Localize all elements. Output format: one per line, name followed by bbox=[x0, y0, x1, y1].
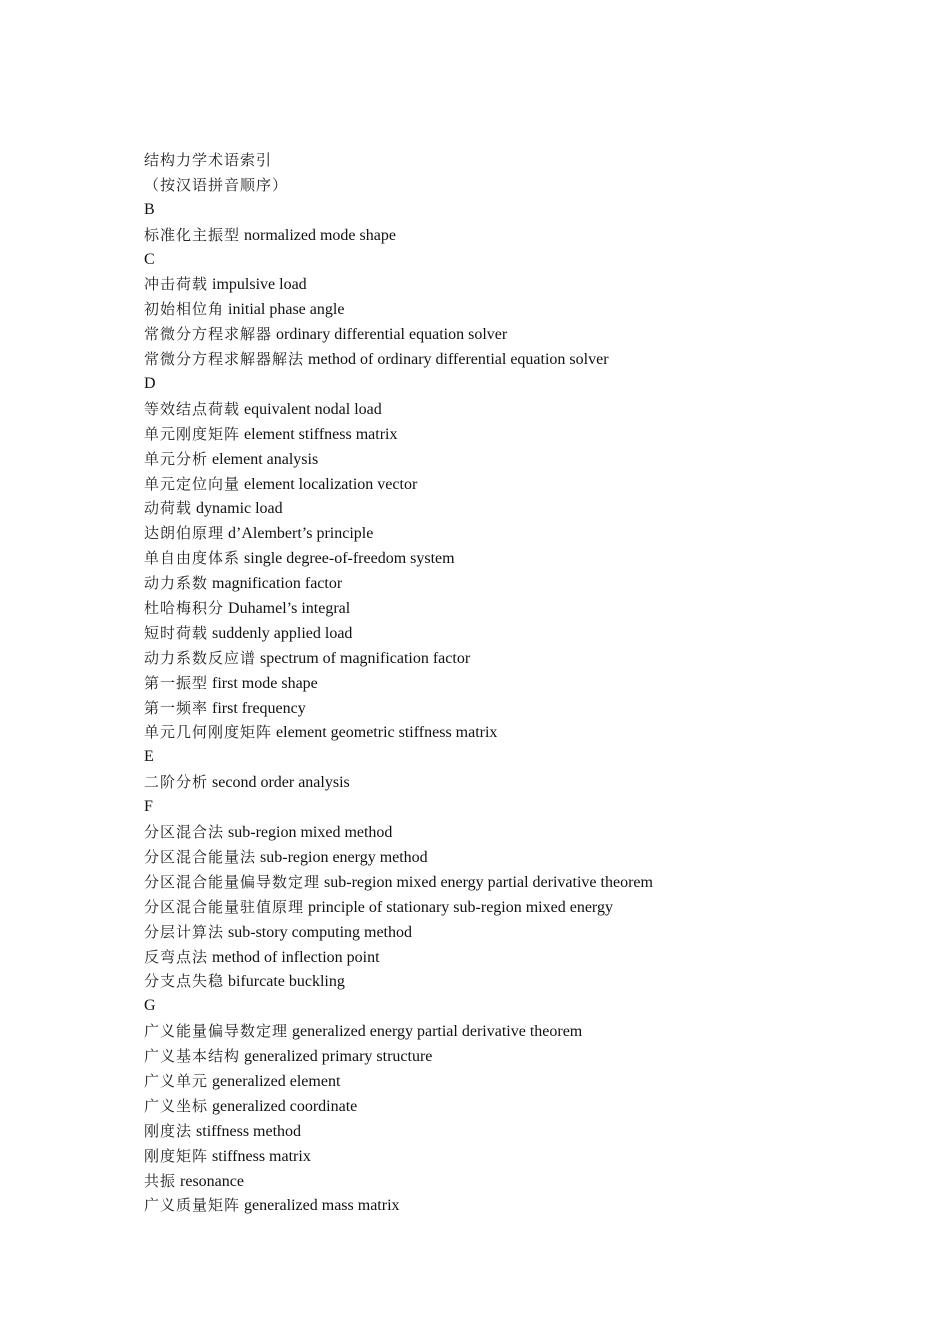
term-english: Duhamel’s integral bbox=[228, 600, 351, 618]
term-chinese: 刚度矩阵 bbox=[144, 1146, 209, 1165]
term-english: sub-region mixed energy partial derivative theorem bbox=[324, 873, 653, 891]
term-english: second order analysis bbox=[212, 774, 350, 792]
term-chinese: 动力系数反应谱 bbox=[144, 648, 257, 667]
glossary-entry bbox=[144, 1119, 653, 1144]
term-english: normalized mode shape bbox=[244, 226, 396, 244]
document-subtitle: （按汉语拼音顺序） bbox=[144, 175, 289, 194]
glossary-sections bbox=[144, 198, 653, 1219]
term-chinese: 标准化主振型 bbox=[144, 225, 241, 244]
term-chinese: 分区混合能量驻值原理 bbox=[144, 897, 305, 916]
glossary-entry bbox=[144, 1193, 653, 1218]
glossary-entry bbox=[144, 546, 653, 571]
term-english: principle of stationary sub-region mixed energy bbox=[308, 898, 613, 916]
term-english: ordinary differential equation solver bbox=[276, 326, 508, 344]
glossary-entry bbox=[144, 422, 653, 447]
term-chinese: 第一频率 bbox=[144, 698, 209, 717]
glossary-entry bbox=[144, 272, 653, 297]
glossary-entry bbox=[144, 945, 653, 970]
term-english: bifurcate buckling bbox=[228, 973, 345, 991]
term-chinese: 单元几何刚度矩阵 bbox=[144, 723, 273, 742]
section-letter: D bbox=[144, 375, 156, 393]
term-chinese: 杜哈梅积分 bbox=[144, 599, 225, 618]
glossary-entry bbox=[144, 1019, 653, 1044]
document-title: 结构力学术语索引 bbox=[144, 151, 273, 169]
glossary-entry bbox=[144, 347, 653, 372]
term-chinese: 二阶分析 bbox=[144, 773, 209, 792]
term-english: element localization vector bbox=[244, 475, 418, 493]
term-chinese: 冲击荷载 bbox=[144, 275, 209, 294]
term-chinese: 广义单元 bbox=[144, 1071, 209, 1090]
term-chinese: 分区混合法 bbox=[144, 823, 225, 842]
glossary-entry bbox=[144, 920, 653, 945]
glossary-entry bbox=[144, 1069, 653, 1094]
glossary-document bbox=[144, 148, 653, 1218]
term-english: generalized mass matrix bbox=[244, 1197, 400, 1215]
glossary-entry bbox=[144, 496, 653, 521]
term-english: suddenly applied load bbox=[212, 624, 353, 642]
term-chinese: 单自由度体系 bbox=[144, 549, 241, 568]
term-english: first mode shape bbox=[212, 674, 318, 692]
term-chinese: 常微分方程求解器 bbox=[144, 325, 273, 344]
term-chinese: 反弯点法 bbox=[144, 947, 209, 966]
term-english: element geometric stiffness matrix bbox=[276, 724, 498, 742]
term-chinese: 单元定位向量 bbox=[144, 474, 241, 493]
glossary-entry bbox=[144, 322, 653, 347]
glossary-entry bbox=[144, 820, 653, 845]
glossary-entry bbox=[144, 621, 653, 646]
glossary-entry bbox=[144, 845, 653, 870]
section-letter: B bbox=[144, 200, 155, 218]
term-english: spectrum of magnification factor bbox=[260, 649, 471, 667]
term-chinese: 分支点失稳 bbox=[144, 972, 225, 991]
term-english: sub-story computing method bbox=[228, 923, 412, 941]
term-english: impulsive load bbox=[212, 276, 307, 294]
term-chinese: 广义质量矩阵 bbox=[144, 1196, 241, 1215]
term-english: dynamic load bbox=[196, 500, 283, 518]
term-english: stiffness method bbox=[196, 1122, 302, 1140]
term-chinese: 常微分方程求解器解法 bbox=[144, 350, 305, 369]
glossary-entry bbox=[144, 870, 653, 895]
term-english: element analysis bbox=[212, 450, 319, 468]
glossary-entry bbox=[144, 969, 653, 994]
term-chinese: 单元分析 bbox=[144, 449, 209, 468]
term-english: generalized primary structure bbox=[244, 1048, 433, 1066]
term-chinese: 广义能量偏导数定理 bbox=[144, 1022, 289, 1041]
glossary-entry bbox=[144, 223, 653, 248]
term-chinese: 分区混合能量偏导数定理 bbox=[144, 872, 321, 891]
term-english: method of ordinary differential equation solver bbox=[308, 351, 609, 369]
term-chinese: 动力系数 bbox=[144, 574, 209, 593]
term-english: sub-region mixed method bbox=[228, 824, 393, 842]
glossary-entry bbox=[144, 646, 653, 671]
glossary-entry bbox=[144, 571, 653, 596]
term-english: method of inflection point bbox=[212, 948, 380, 966]
term-english: magnification factor bbox=[212, 575, 343, 593]
term-chinese: 短时荷载 bbox=[144, 623, 209, 642]
term-chinese: 单元刚度矩阵 bbox=[144, 424, 241, 443]
term-english: initial phase angle bbox=[228, 301, 345, 319]
term-chinese: 达朗伯原理 bbox=[144, 524, 225, 543]
section-letter: G bbox=[144, 997, 156, 1015]
term-chinese: 刚度法 bbox=[144, 1121, 193, 1140]
term-chinese: 等效结点荷载 bbox=[144, 399, 241, 418]
glossary-entry bbox=[144, 770, 653, 795]
term-chinese: 分层计算法 bbox=[144, 922, 225, 941]
section-letter: E bbox=[144, 748, 154, 766]
glossary-entry bbox=[144, 472, 653, 497]
glossary-entry bbox=[144, 1169, 653, 1194]
glossary-entry bbox=[144, 1044, 653, 1069]
term-chinese: 第一振型 bbox=[144, 673, 209, 692]
section-letter: C bbox=[144, 250, 155, 268]
term-english: first frequency bbox=[212, 699, 306, 717]
glossary-entry bbox=[144, 397, 653, 422]
glossary-entry bbox=[144, 297, 653, 322]
term-chinese: 广义坐标 bbox=[144, 1096, 209, 1115]
glossary-entry bbox=[144, 671, 653, 696]
term-english: sub-region energy method bbox=[260, 848, 428, 866]
term-chinese: 初始相位角 bbox=[144, 300, 225, 319]
glossary-entry bbox=[144, 1144, 653, 1169]
glossary-entry bbox=[144, 596, 653, 621]
term-english: element stiffness matrix bbox=[244, 425, 398, 443]
term-chinese: 分区混合能量法 bbox=[144, 847, 257, 866]
glossary-entry bbox=[144, 521, 653, 546]
term-english: equivalent nodal load bbox=[244, 400, 382, 418]
term-chinese: 动荷载 bbox=[144, 499, 193, 518]
term-english: stiffness matrix bbox=[212, 1147, 311, 1165]
term-english: d’Alembert’s principle bbox=[228, 525, 374, 543]
term-english: single degree-of-freedom system bbox=[244, 550, 455, 568]
glossary-entry bbox=[144, 1094, 653, 1119]
glossary-entry bbox=[144, 720, 653, 745]
term-english: generalized energy partial derivative theorem bbox=[292, 1023, 583, 1041]
term-chinese: 广义基本结构 bbox=[144, 1047, 241, 1066]
term-english: generalized element bbox=[212, 1072, 341, 1090]
glossary-entry bbox=[144, 696, 653, 721]
section-letter: F bbox=[144, 798, 153, 816]
term-english: resonance bbox=[180, 1172, 244, 1190]
glossary-entry bbox=[144, 447, 653, 472]
term-english: generalized coordinate bbox=[212, 1097, 358, 1115]
glossary-entry bbox=[144, 895, 653, 920]
term-chinese: 共振 bbox=[144, 1171, 177, 1190]
